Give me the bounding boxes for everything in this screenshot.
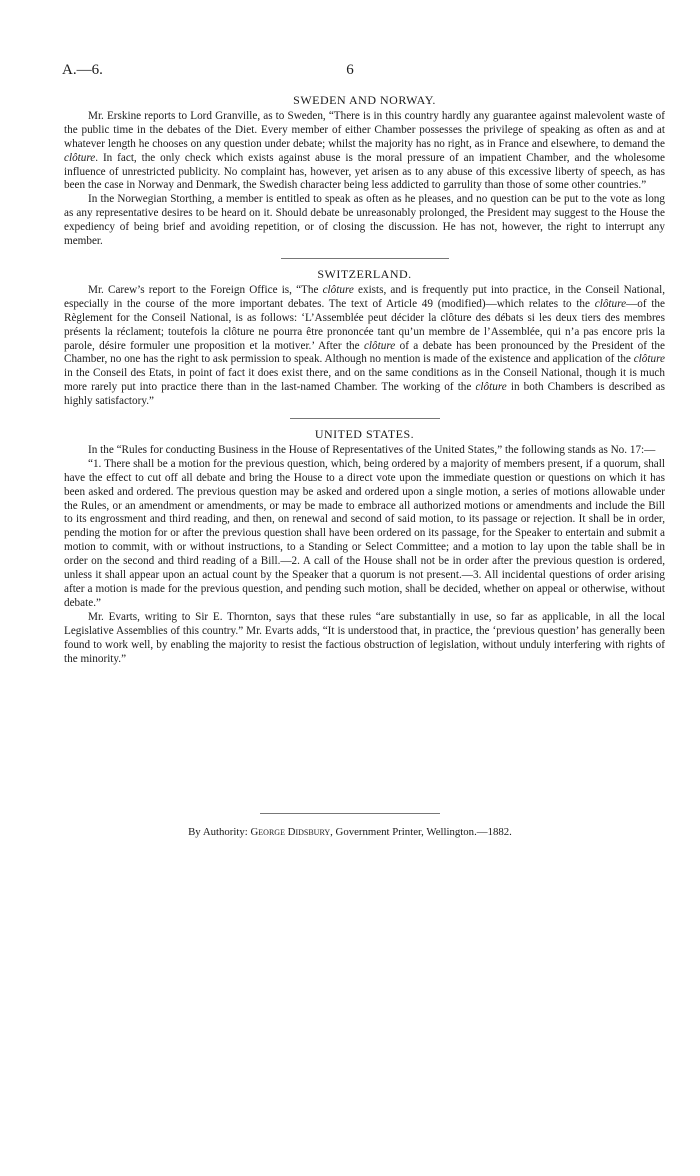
text-run: Mr. Carew’s report to the Foreign Office is, “The	[88, 283, 323, 296]
italic-term: clôture	[594, 297, 627, 310]
section-switzerland	[64, 268, 665, 409]
text-run: —of the Règlement for the Conseil National, is as follows: ‘L’Assemblée peut décider la clôture des débats si les deux tiers des membres présents la réclament; toutefois la clôture ne pourra être prononcée tant qu’un membre de l’Assemblée, qui n’a pas encore pris la parole, désire formuler une proposition et la motiver.’ After the	[64, 297, 665, 352]
paragraph	[64, 110, 665, 193]
paragraph	[64, 611, 665, 667]
imprint-prefix: By Authority:	[188, 826, 251, 838]
section-sweden-norway	[64, 94, 665, 249]
section-heading: SWEDEN AND NORWAY.	[293, 93, 436, 107]
text-run: of a debate has been pronounced by the President of the Chamber, no one has the right to ask permission to speak. Although no mention is made of the existence and application of the	[64, 339, 665, 366]
text-run: Mr. Erskine reports to Lord Granville, as to Sweden, “There is in this country hardly any guarantee against malevolent waste of the public time in the debates of the Diet. Every member of either Chamber possesses the privilege of speaking as often as and at whatever length he chooses on any question under debate; whilst the majority has no right, as in France and elsewhere, to demand the	[64, 109, 665, 150]
italic-term: clôture	[64, 151, 96, 164]
text-run: . In fact, the only check which exists against abuse is the moral pressure of an impatient Chamber, and the wholesome influence of unrestricted publicity. No complaint has, however, yet arisen as to any abuse of this excessive liberty of speech, as has been the case in Norway and Denmark, the Swedish character being less addicted to garrulity than those of some other countries.”	[64, 151, 665, 192]
paragraph	[64, 284, 665, 409]
italic-term: clôture	[322, 283, 354, 296]
section-divider	[290, 418, 440, 419]
document-body	[64, 94, 665, 666]
paragraph	[64, 458, 665, 611]
document-reference: A.—6.	[62, 62, 103, 78]
section-united-states	[64, 428, 665, 666]
text-run: In the Norwegian Storthing, a member is entitled to speak as often as he pleases, and no question can be put to the vote as long as any representative desires to be heard on it. Should debate be unreasonably prolonged, the President may suggest to the House the expediency of being brief and avoiding repetition, or of closing the discussion. He has not, however, the right to interrupt any member.	[64, 193, 665, 248]
imprint-suffix: , Government Printer, Wellington.—1882.	[330, 826, 512, 838]
section-heading: SWITZERLAND.	[317, 266, 412, 281]
paragraph	[64, 444, 665, 458]
printer-name: George Didsbury	[250, 826, 331, 838]
italic-term: clôture	[475, 381, 507, 394]
italic-term: clôture	[633, 353, 665, 366]
text-run: In the “Rules for conducting Business in the House of Representatives of the United States,” the following stands as No. 17:—	[88, 443, 656, 456]
paragraph	[64, 193, 665, 249]
printer-imprint	[0, 826, 700, 838]
text-run: exists, and is frequently put into practice, in the Conseil National, especially in the course of the more important debates. The text of Article 49 (modified)—which relates to the	[64, 283, 665, 310]
text-run: in the Conseil des Etats, in point of fact it does exist there, and on the same conditions as in the Conseil National, though it is much more rarely put into practice there than in the last-named Chamber. The working of the	[64, 367, 665, 394]
section-divider	[281, 258, 449, 259]
text-run: Mr. Evarts, writing to Sir E. Thornton, says that these rules “are substantially in use, so far as applicable, in all the local Legislative Assemblies of this country.” Mr. Evarts adds, “It is understood that, in practice, the ‘previous question’ has generally been found to work well, by enabling the majority to resist the factious obstruction of legislation, without unduly interfering with rights of the minority.”	[64, 610, 665, 665]
section-heading: UNITED STATES.	[314, 427, 415, 442]
footer-rule	[260, 813, 440, 814]
text-run: “1. There shall be a motion for the previous question, which, being ordered by a majority of members present, if a quorum, shall have the effect to cut off all debate and bring the House to a direct vote upon the immediate question or questions on which it has been asked and ordered. The previous question may be asked and ordered upon a single motion, a series of motions allowable under the Rules, or an amendment or amendments, or may be made to embrace all authorized motions or amendments and include the Bill to its engrossment and third reading, and then, on renewal and second of said motion, to its passage or rejection. It shall be in order, pending the motion for or after the previous question shall have been ordered on its passage, for the Speaker to entertain and submit a motion to commit, with or without instructions, to a Standing or Select Committee; and a motion to lay upon the table shall be in order on the second and third reading of a Bill.—2. A call of the House shall not be in order after the previous question is ordered, unless it shall appear upon an actual count by the Speaker that a quorum is not present.—3. All incidental questions of order arising after a motion is made for the previous question, and pending such motion, shall be decided, whether on appeal or otherwise, without debate.”	[64, 457, 665, 609]
italic-term: clôture	[363, 339, 396, 352]
page-header	[62, 62, 638, 80]
text-run: in both Chambers is described as highly satisfactory.”	[64, 381, 665, 408]
page-number: 6	[346, 62, 354, 78]
